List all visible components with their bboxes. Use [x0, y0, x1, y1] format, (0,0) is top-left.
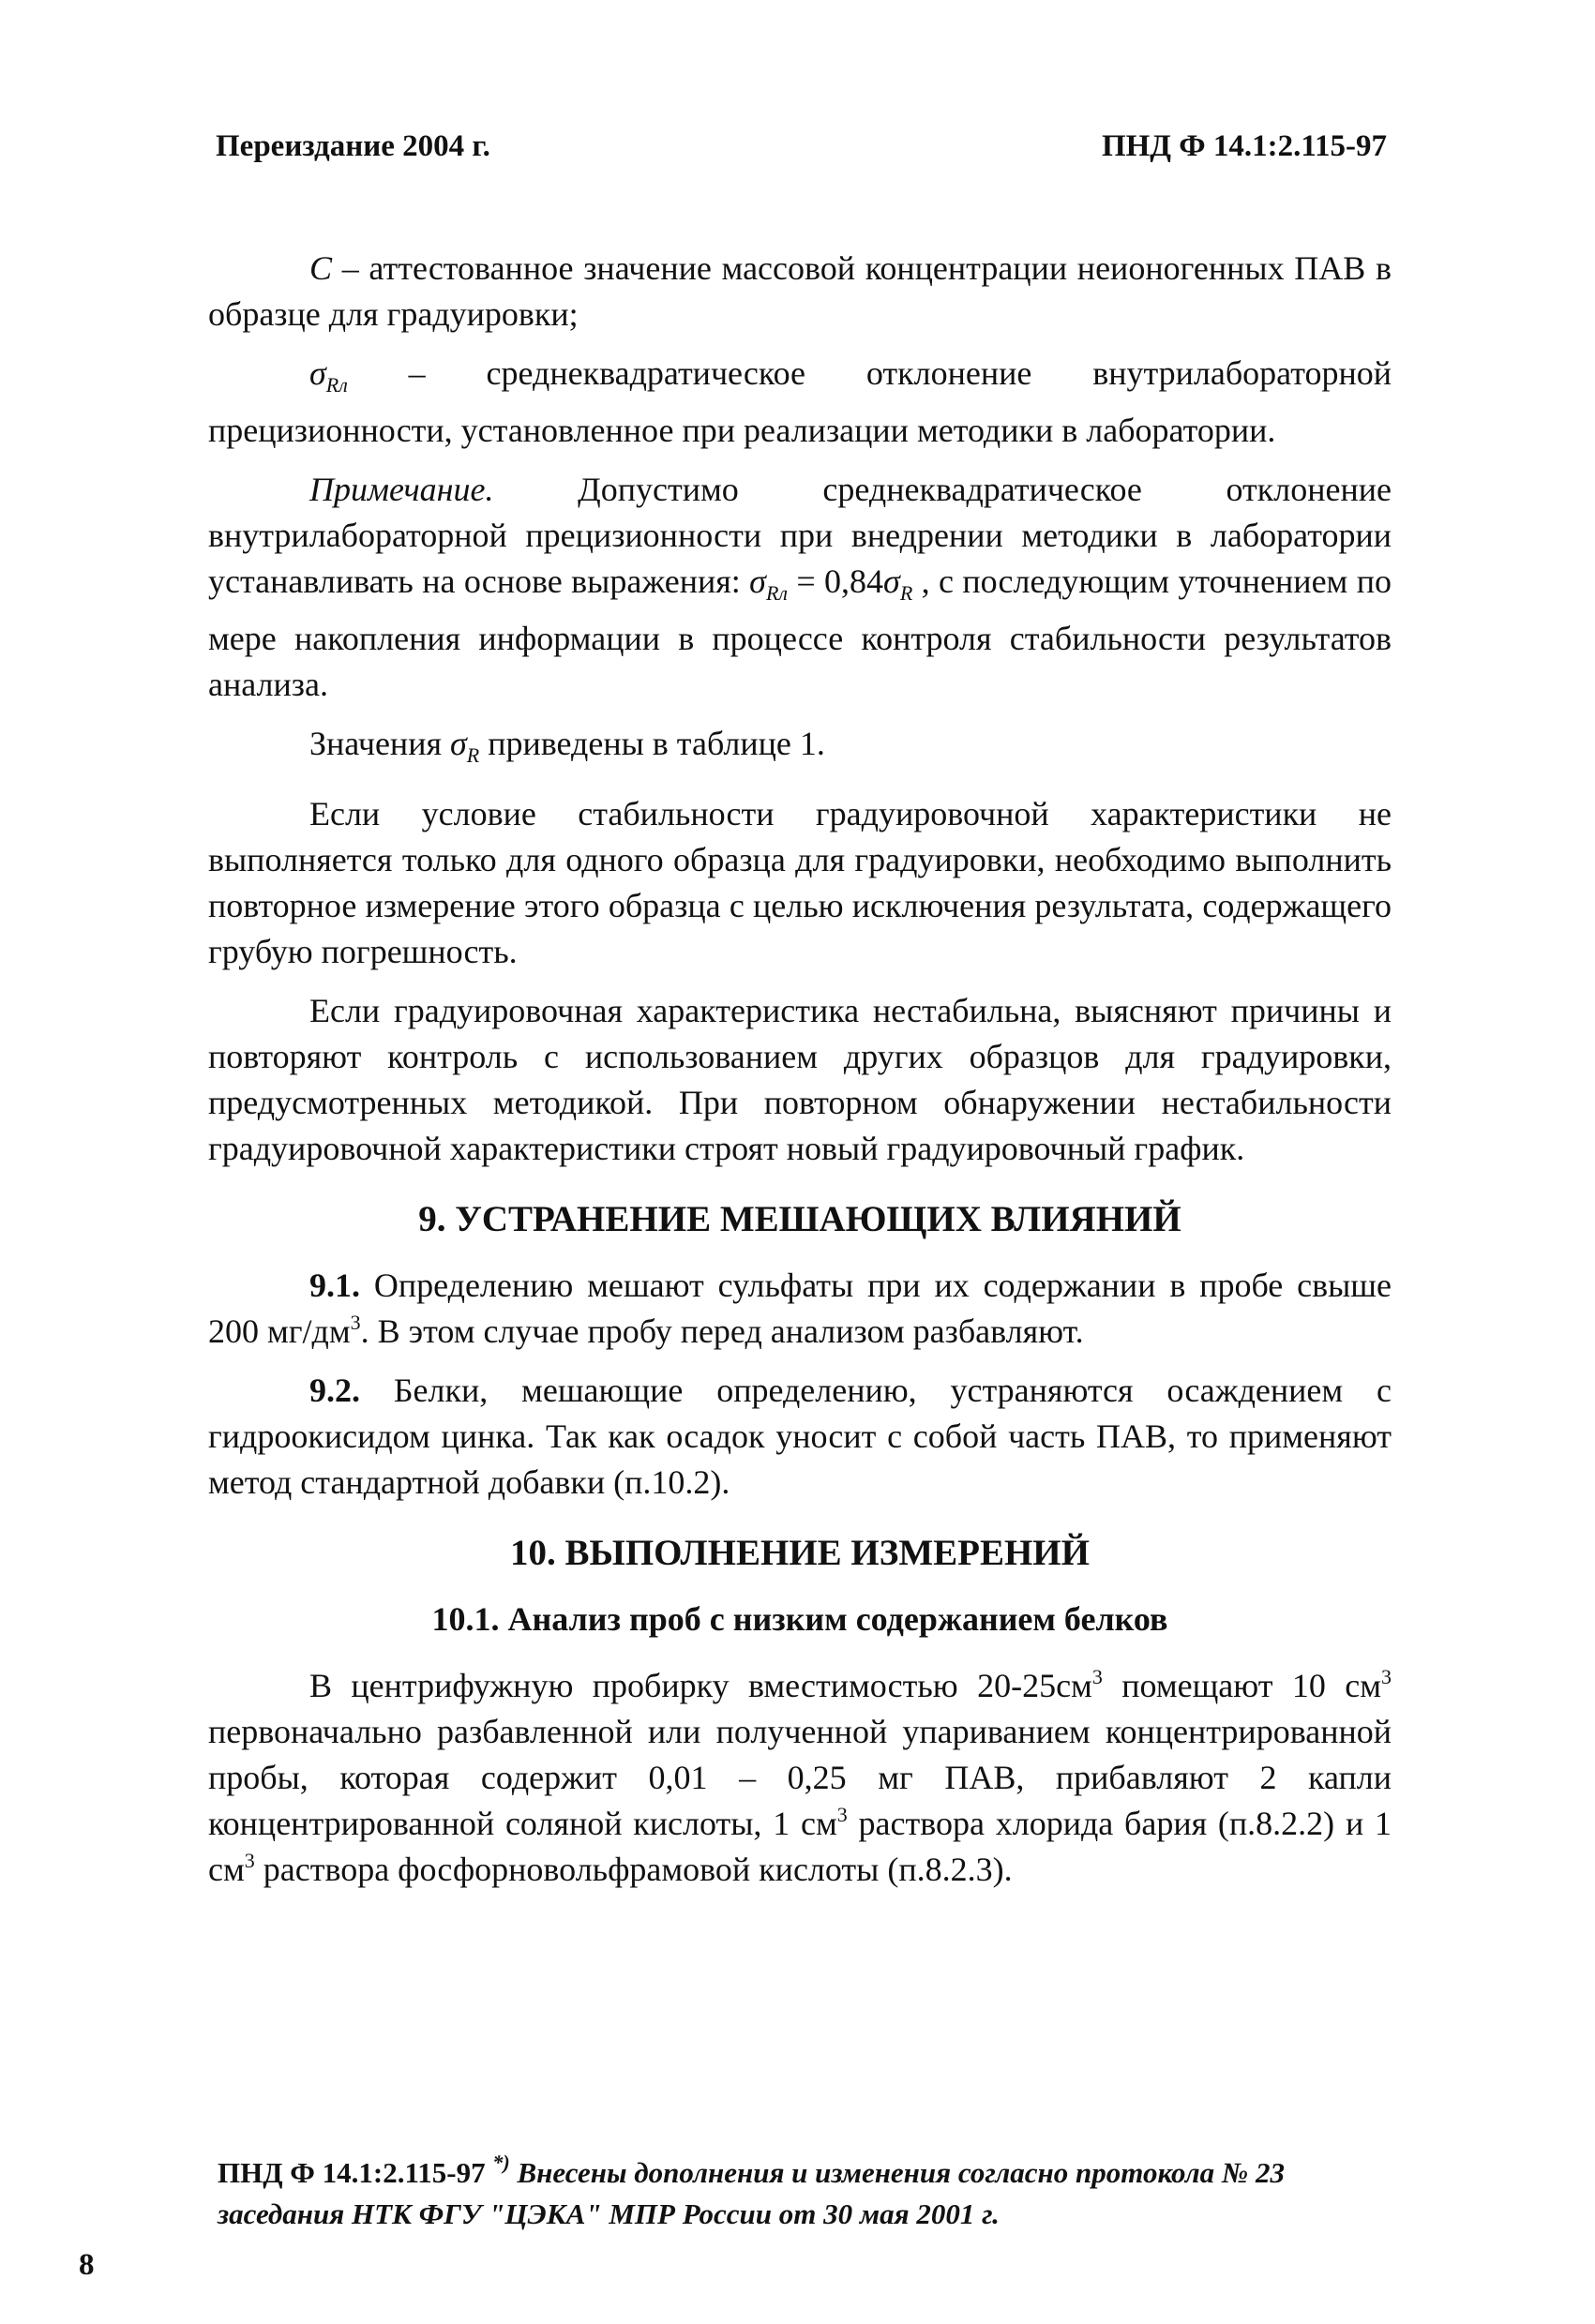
header-document-code: ПНД Ф 14.1:2.115-97	[1101, 129, 1387, 163]
note-label: Примечание.	[309, 471, 494, 508]
header-reissue: Переиздание 2004 г.	[216, 129, 490, 163]
item-9-1-text-a: Определению мешают сульфаты при их содержании в пробе свыше 200 мг/дм	[208, 1267, 1392, 1350]
paragraph-c-definition	[208, 246, 1392, 337]
sigma-symbol: σ	[309, 354, 326, 392]
formula-sigma-2: σ	[883, 562, 900, 600]
paragraph-9-2	[208, 1368, 1392, 1506]
main-text	[208, 246, 1392, 1906]
p10-text-b: помещают 10 см	[1102, 1667, 1381, 1704]
page-number: 8	[79, 2248, 95, 2282]
paragraph-9-1	[208, 1263, 1392, 1355]
footer-note-text: Внесены дополнения и изменения согласно протокола № 23 заседания НТК ФГУ "ЦЭКА" МПР России от 30 мая 2001 г.	[218, 2156, 1285, 2230]
footer-document-code: ПНД Ф 14.1:2.115-97	[218, 2156, 486, 2189]
note-text-b: , с последующим уточнением по мере накопления информации в процессе контроля стабильности результатов анализа.	[208, 562, 1392, 703]
paragraph-stability-single: Если условие стабильности градуировочной характеристики не выполняется только для одного образца для градуировки, необходимо выполнить повторное измерение этого образца с целью исключения результата, содержащего грубую погрешность.	[208, 795, 1392, 970]
paragraph-sigma-text: – среднеквадратическое отклонение внутрилабораторной прецизионности, установленное при реализации методики в лаборатории.	[208, 354, 1392, 449]
footer-mark: *)	[492, 2151, 510, 2174]
note-text-a: Допустимо среднеквадратическое отклонение внутрилабораторной прецизионности при внедрении методики в лаборатории устанавливать на основе выражения:	[208, 471, 1392, 600]
formula-sub-2: R	[899, 581, 913, 605]
variable-c: С	[309, 249, 333, 287]
formula-eq: = 0,84	[787, 562, 884, 600]
paragraph-note	[208, 467, 1392, 708]
paragraph-10-1	[208, 1663, 1392, 1893]
formula-sub-1: Rл	[765, 581, 788, 605]
p10-text-d: раствора хлорида бария (п.8.2.2) и 1 см	[208, 1805, 1392, 1888]
item-9-1-number: 9.1.	[309, 1267, 360, 1304]
p10-sup-3: 3	[836, 1803, 848, 1826]
values-sigma: σ	[450, 725, 467, 762]
item-9-1-text-b: . В этом случае пробу перед анализом разбавляют.	[360, 1312, 1084, 1350]
item-9-2-text: Белки, мешающие определению, устраняются осаждением с гидроокисидом цинка. Так как осадок уносит с собой часть ПАВ, то применяют метод стандартной добавки (п.10.2).	[208, 1372, 1392, 1501]
values-text-a: Значения	[309, 725, 451, 762]
p10-text-e: раствора фосфорновольфрамовой кислоты (п.8.2.3).	[254, 1851, 1013, 1888]
p10-text-c: первоначально разбавленной или полученной упариванием концентрированной пробы, которая содержит 0,01 – 0,25 мг ПАВ, прибавляют 2 капли концентрированной соляной кислоты, 1 см	[208, 1713, 1392, 1842]
footer-note	[218, 2152, 1401, 2235]
p10-sup-2: 3	[1381, 1665, 1392, 1688]
paragraph-sigma-definition	[208, 351, 1392, 454]
p10-sup-1: 3	[1091, 1665, 1103, 1688]
formula-sigma-1: σ	[749, 562, 766, 600]
paragraph-c-text: – аттестованное значение массовой концентрации неионогенных ПАВ в образце для градуировки;	[208, 249, 1392, 333]
item-9-2-number: 9.2.	[309, 1372, 360, 1409]
paragraph-sigma-values	[208, 721, 1392, 778]
values-sub: R	[466, 743, 480, 767]
section-10-title: 10. ВЫПОЛНЕНИЕ ИЗМЕРЕНИЙ	[510, 1533, 1090, 1573]
sigma-subscript: Rл	[325, 373, 348, 397]
section-9-title: 9. УСТРАНЕНИЕ МЕШАЮЩИХ ВЛИЯНИЙ	[418, 1199, 1181, 1239]
p10-sup-4: 3	[244, 1849, 255, 1872]
item-9-1-sup: 3	[350, 1311, 361, 1334]
values-text-b: приведены в таблице 1.	[479, 725, 825, 762]
paragraph-stability-unstable: Если градуировочная характеристика нестабильна, выясняют причины и повторяют контроль с использованием других образцов для градуировки, предусмотренных методикой. При повторном обнаружении нестабильности градуировочной характеристики строят новый градуировочный график.	[208, 992, 1392, 1167]
section-10-1-subtitle: 10.1. Анализ проб с низким содержанием белков	[431, 1600, 1168, 1638]
p10-text-a: В центрифужную пробирку вместимостью 20-25см	[309, 1667, 1092, 1704]
